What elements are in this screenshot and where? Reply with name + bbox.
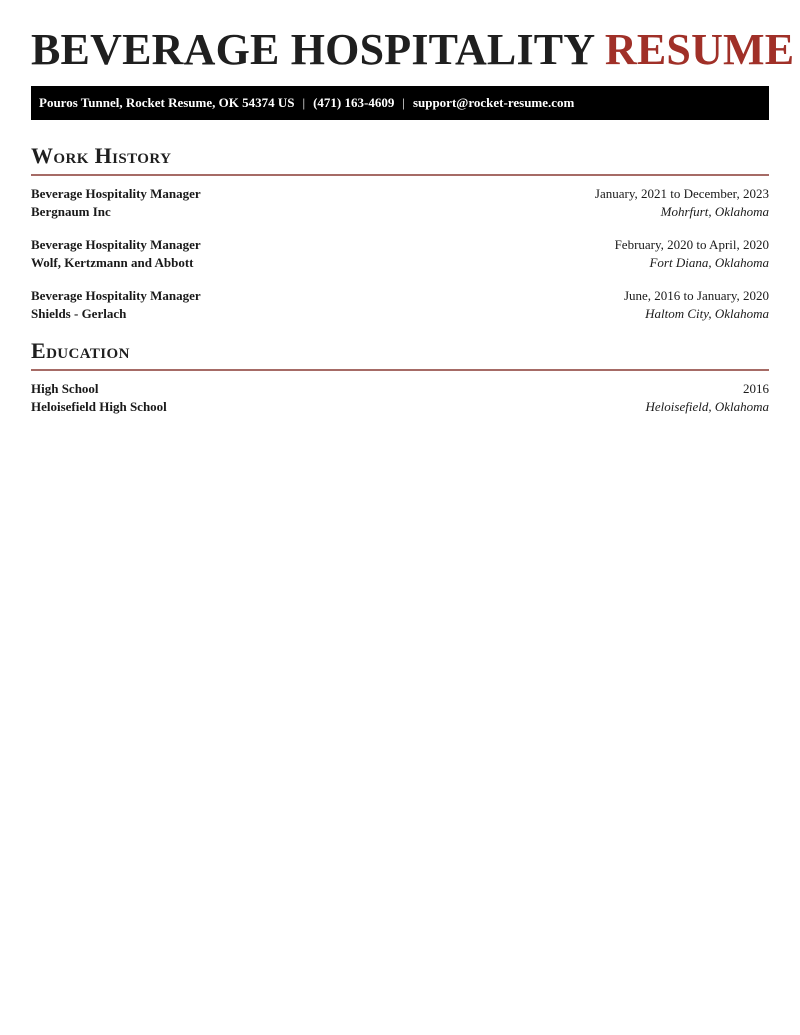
job-title: Beverage Hospitality Manager (31, 186, 201, 201)
job-title: Beverage Hospitality Manager (31, 237, 201, 252)
job-dates: February, 2020 to April, 2020 (614, 237, 769, 252)
education-heading: Education (31, 338, 130, 363)
school-location: Heloisefield, Oklahoma (645, 398, 769, 414)
work-history-section (31, 143, 769, 322)
job-location: Fort Diana, Oklahoma (649, 254, 769, 270)
contact-separator: | (302, 95, 306, 110)
resume-title (31, 0, 795, 74)
title-accent: RESUME (604, 25, 795, 74)
contact-bar (31, 86, 769, 120)
education-entry (31, 380, 769, 415)
job-dates: June, 2016 to January, 2020 (623, 288, 769, 303)
job-location: Haltom City, Oklahoma (645, 305, 769, 321)
resume-page (31, 0, 795, 431)
graduation-year: 2016 (743, 381, 769, 396)
company-name: Wolf, Kertzmann and Abbott (31, 254, 194, 270)
title-main: BEVERAGE HOSPITALITY (31, 25, 594, 74)
degree: High School (31, 381, 99, 396)
job-location: Mohrfurt, Oklahoma (660, 203, 769, 219)
work-history-heading: Work History (31, 143, 172, 168)
section-divider (31, 174, 769, 176)
job-title: Beverage Hospitality Manager (31, 288, 201, 303)
contact-address: Pouros Tunnel, Rocket Resume, OK 54374 US (39, 95, 295, 110)
section-divider (31, 369, 769, 371)
contact-email: support@rocket-resume.com (412, 95, 575, 110)
company-name: Bergnaum Inc (31, 203, 111, 219)
company-name: Shields - Gerlach (31, 305, 127, 321)
contact-phone: (471) 163-4609 (313, 95, 395, 110)
education-section (31, 338, 769, 415)
work-entry (31, 236, 769, 271)
work-entry (31, 185, 769, 220)
work-entry (31, 287, 769, 322)
education-list (31, 380, 769, 415)
job-dates: January, 2021 to December, 2023 (594, 186, 769, 201)
school-name: Heloisefield High School (31, 398, 167, 414)
work-history-list (31, 185, 769, 322)
contact-separator: | (402, 95, 405, 110)
